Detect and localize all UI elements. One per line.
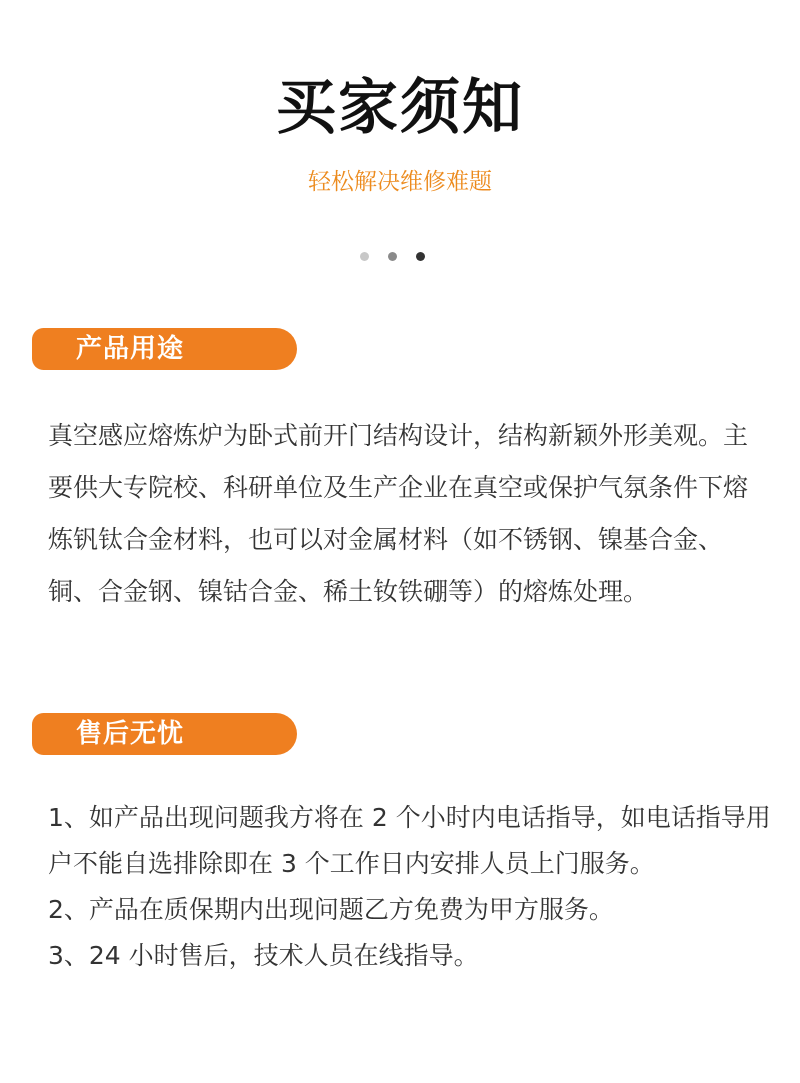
paragraph: 1、如产品出现问题我方将在 2 个小时内电话指导，如电话指导用户不能自选排除即在 3 个工作日内安排人员上门服务。: [48, 803, 771, 878]
paragraph: 2、产品在质保期内出现问题乙方免费为甲方服务。: [48, 895, 614, 924]
page-subtitle: 轻松解决维修难题: [308, 169, 492, 195]
section-body-after-sales: [32, 795, 772, 979]
paragraph: 真空感应熔炼炉为卧式前开门结构设计，结构新颖外形美观。主要供大专院校、科研单位及生产企业在真空或保护气氛条件下熔炼钒钛合金材料，也可以对金属材料（如不锈钢、镍基合金、铜、合金钢、镍钴合金、稀土钕铁硼等）的熔炼处理。: [48, 421, 749, 606]
section-tag-product-use: 产品用途: [32, 328, 297, 370]
carousel-dot-2[interactable]: [388, 252, 397, 261]
section-tag-after-sales: 售后无忧: [32, 713, 297, 755]
section-body-product-use: [32, 410, 772, 618]
carousel-indicator: [360, 252, 440, 262]
carousel-dot-1[interactable]: [360, 252, 369, 261]
carousel-dot-3[interactable]: [416, 252, 425, 261]
page-title: 买家须知: [276, 73, 524, 143]
paragraph: 3、24 小时售后，技术人员在线指导。: [48, 941, 479, 970]
